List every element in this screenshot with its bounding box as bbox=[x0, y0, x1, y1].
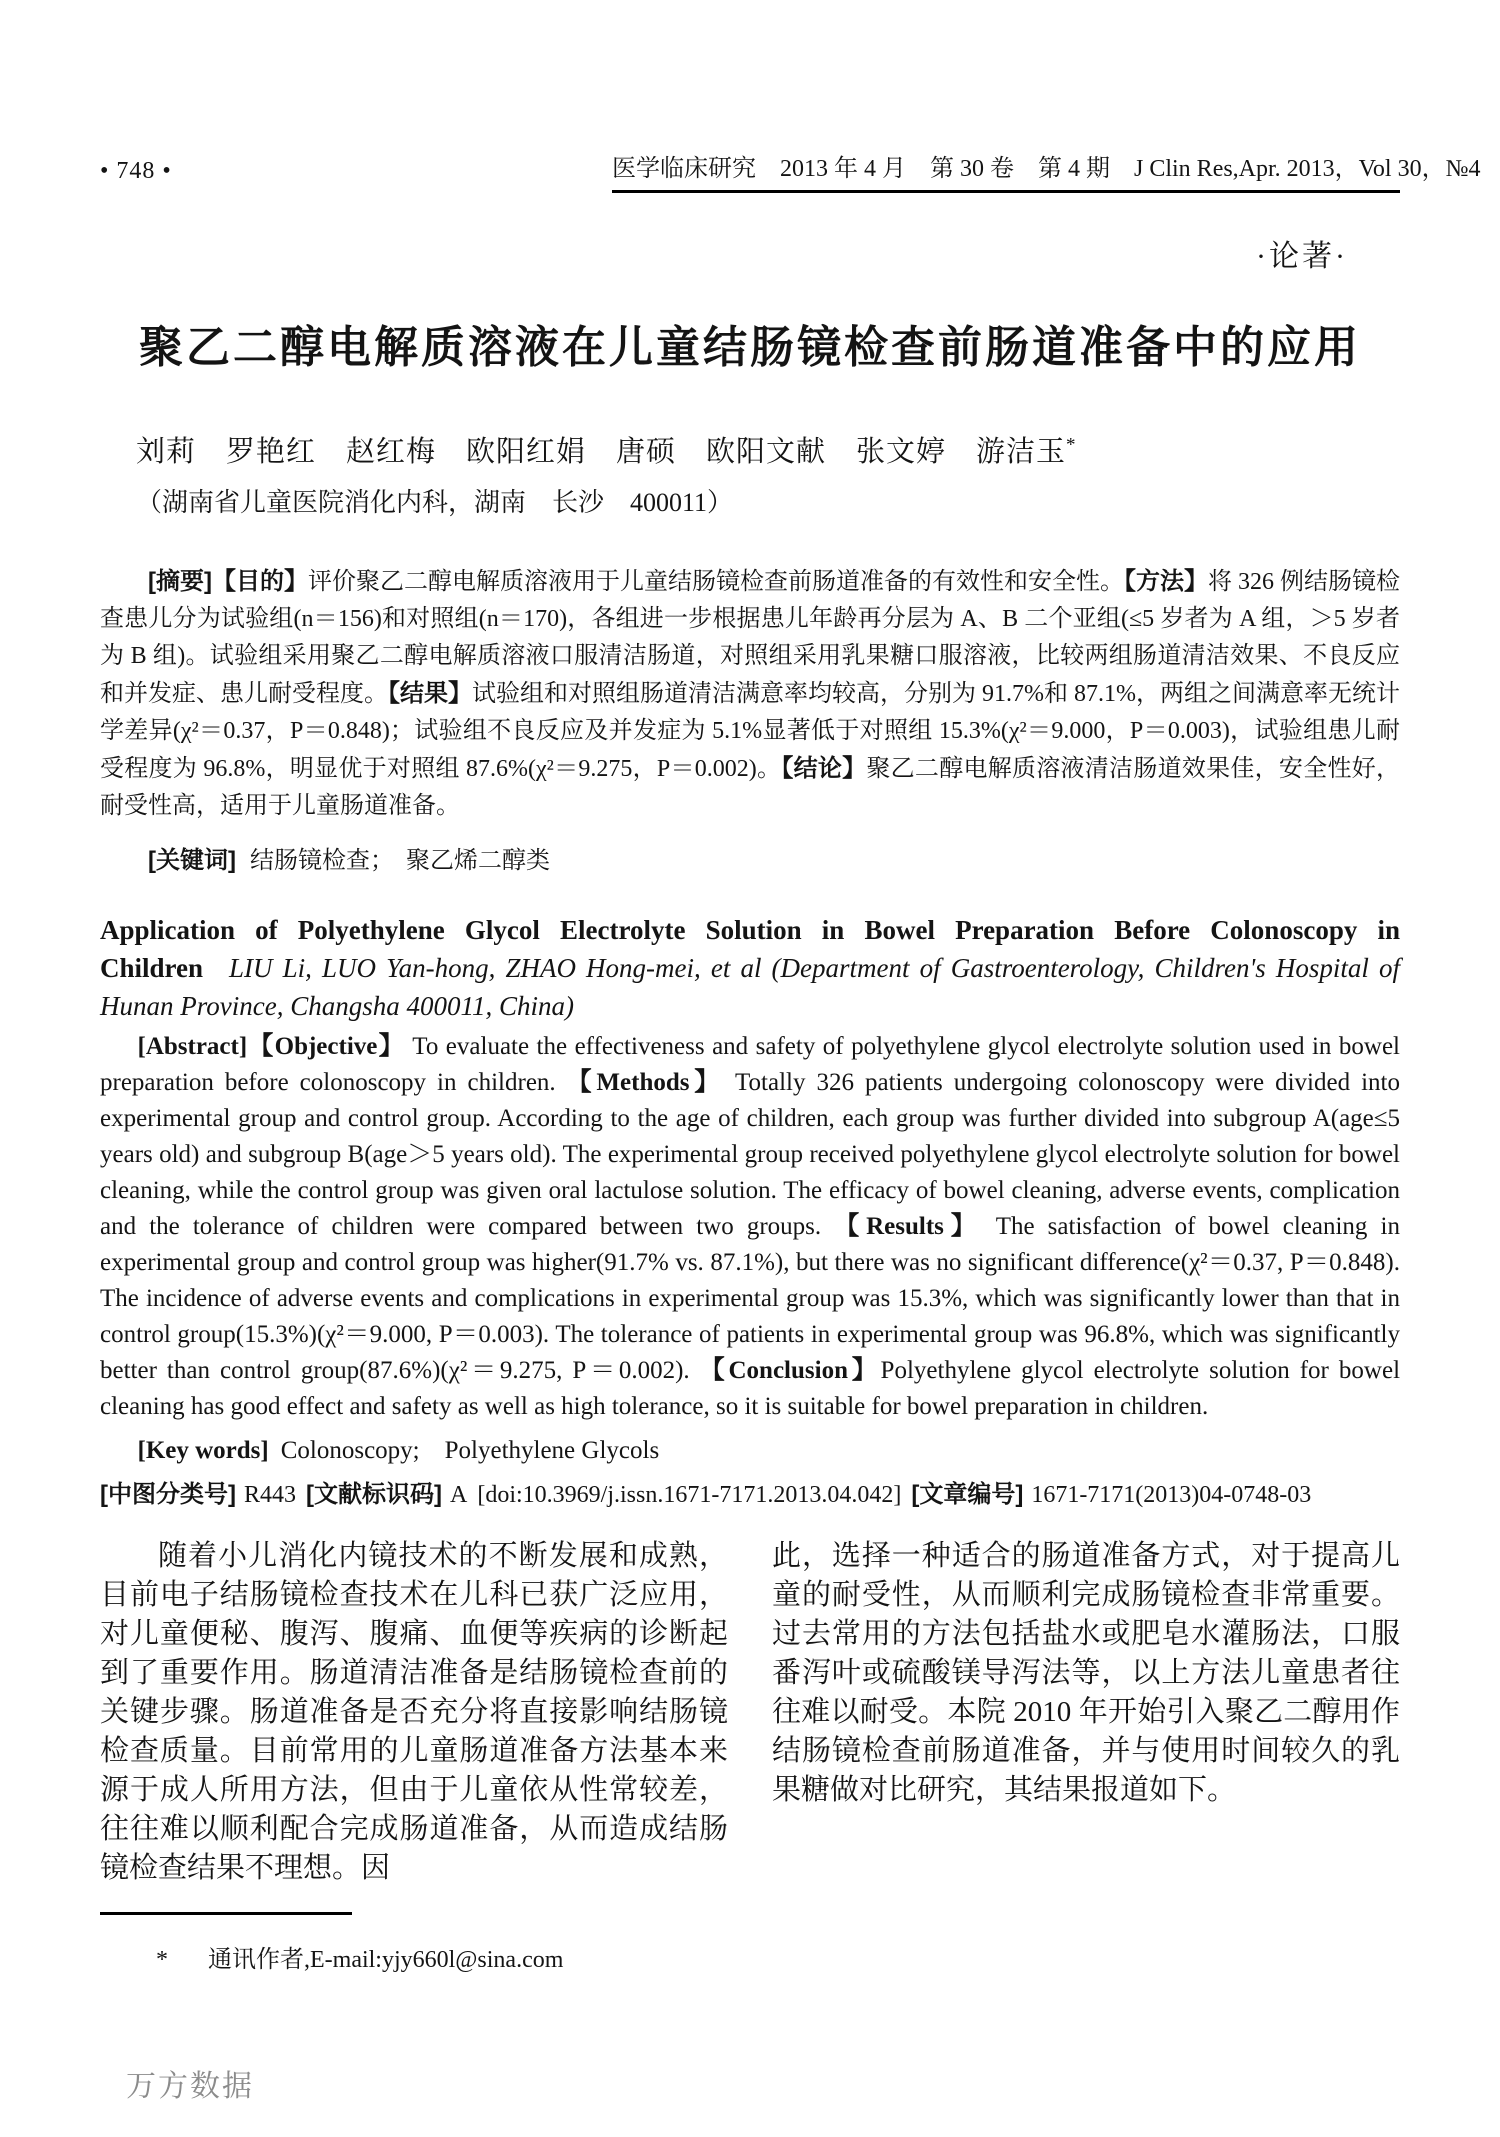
english-title-paragraph bbox=[100, 911, 1400, 1025]
page-content bbox=[0, 148, 1500, 1980]
classification-line bbox=[100, 1474, 1400, 1509]
corresponding-author-footnote bbox=[100, 1941, 728, 1980]
corresponding-author-star: * bbox=[1066, 434, 1077, 456]
keywords-cn-label: [关键词] bbox=[148, 847, 236, 874]
abstract-cn-conclusion-label: 【结论】 bbox=[781, 755, 867, 782]
abstract-cn-objective-text: 评价聚乙二醇电解质溶液用于儿童结肠镜检查前肠道准备的有效性和安全性。 bbox=[308, 569, 1125, 595]
doc-code-value: A bbox=[449, 1482, 468, 1508]
article-type-label: ·论著· bbox=[1256, 240, 1348, 273]
abstract-en-conclusion-text: Polyethylene glycol electrolyte solution for bowel cleaning has good effect and safety as well as high tolerance, so it is suitable for bowel preparation in children. bbox=[100, 1357, 1401, 1420]
running-head bbox=[100, 148, 1481, 193]
abstract-cn-label: [摘要] bbox=[148, 568, 212, 595]
clc-value: R443 bbox=[243, 1482, 296, 1508]
keywords-en-text: Colonoscopy; Polyethylene Glycols bbox=[280, 1437, 660, 1464]
article-id-value: 1671-7171(2013)04-0748-03 bbox=[1031, 1482, 1312, 1508]
wanfang-watermark: 万方数据 bbox=[126, 2070, 254, 2103]
abstract-en-conclusion-label: 【Conclusion】 bbox=[699, 1357, 881, 1384]
article-id-label: [文章编号] bbox=[911, 1481, 1024, 1508]
abstract-en-objective-text: To evaluate the effectiveness and safety of polyethylene glycol electrolyte solution used in bowel preparation before colonoscopy in children. bbox=[100, 1033, 1400, 1096]
page-number: • 748 • bbox=[100, 158, 172, 184]
abstract-chinese bbox=[100, 563, 1400, 825]
abstract-cn-results-label: 【结果】 bbox=[388, 680, 473, 707]
abstract-en-methods-label: 【Methods】 bbox=[566, 1069, 724, 1096]
body-paragraph-right: 此，选择一种适合的肠道准备方式，对于提高儿童的耐受性，从而顺利完成肠镜检查非常重要。过去常用的方法包括盐水或肥皂水灌肠法，口服番泻叶或硫酸镁导泻法等，以上方法儿童患者往往难以耐受。本院 2010 年开始引入聚乙二醇用作结肠镜检查前肠道准备，并与使用时间较久的乳果糖做对比研究，其结果报道如下。 bbox=[772, 1540, 1400, 1806]
keywords-chinese bbox=[100, 840, 1400, 875]
doi-text: [doi:10.3969/j.issn.1671-7171.2013.04.042] bbox=[477, 1482, 902, 1508]
abstract-english bbox=[100, 1029, 1400, 1425]
abstract-cn-methods-label: 【方法】 bbox=[1124, 568, 1209, 595]
body-paragraph-left: 随着小儿消化内镜技术的不断发展和成熟，目前电子结肠镜检查技术在儿科已获广泛应用，对儿童便秘、腹泻、腹痛、血便等疾病的诊断起到了重要作用。肠道清洁准备是结肠镜检查前的关键步骤。肠道准备是否充分将直接影响结肠镜检查质量。目前常用的儿童肠道准备方法基本来源于成人所用方法，但由于儿童依从性常较差，往往难以顺利配合完成肠道准备，从而造成结肠镜检查结果不理想。因 bbox=[100, 1540, 728, 1884]
english-authors: LIU Li, LUO Yan-hong, ZHAO Hong-mei, et al (Department of Gastroenterology, Children's Hospital of Hunan Province, Changsha 400011, China) bbox=[100, 953, 1400, 1021]
english-title: Application of Polyethylene Glycol Electrolyte Solution in Bowel Preparation Before Colonoscopy in Children bbox=[100, 915, 1400, 983]
abstract-en-methods-text: Totally 326 patients undergoing colonoscopy were divided into experimental group and control group. According to the age of children, each group was further divided into subgroup A(age≤5 years old) and subgroup B(age＞5 years old). The experimental group received polyethylene glycol electrolyte solution for bowel cleaning, while the control group was given oral lactulose solution. The efficacy of bowel cleaning, adverse events, complication and the tolerance of children were compared between two groups. bbox=[100, 1069, 1400, 1240]
english-section bbox=[100, 911, 1400, 1509]
abstract-cn-results-text: 试验组和对照组肠道清洁满意率均较高，分别为 91.7%和 87.1%，两组之间满意率无统计学差异(χ²＝0.37，P＝0.848)；试验组不良反应及并发症为 5.1%显著低于对照组 15.3%(χ²＝9.000，P＝0.003)，试验组患儿耐受程度为 96.8%，明显优于对照组 87.6%(χ²＝9.275，P＝0.002)。 bbox=[100, 681, 1401, 782]
abstract-en-objective-label: 【Objective】 bbox=[247, 1033, 405, 1060]
footnote-star: * bbox=[156, 1947, 168, 1973]
keywords-en-label: [Key words] bbox=[137, 1437, 269, 1464]
abstract-cn-conclusion-text: 聚乙二醇电解质溶液清洁肠道效果佳，安全性好，耐受性高，适用于儿童肠道准备。 bbox=[100, 756, 1401, 819]
author-names: 刘莉 罗艳红 赵红梅 欧阳红娟 唐硕 欧阳文献 张文婷 游洁玉 bbox=[136, 436, 1067, 468]
body-columns bbox=[100, 1537, 1400, 1980]
abstract-cn-methods-text: 将 326 例结肠镜检查患儿分为试验组(n＝156)和对照组(n＝170)，各组进一步根据患儿年龄再分层为 A、B 二个亚组(≤5 岁者为 A 组，＞5 岁者为 B 组)。试验组采用聚乙二醇电解质溶液口服清洁肠道，对照组采用乳果糖口服溶液，比较两组肠道清洁效果、不良反应和并发症、患儿耐受程度。 bbox=[100, 569, 1401, 707]
abstract-en-label: [Abstract] bbox=[137, 1033, 248, 1060]
doc-code-label: [文献标识码] bbox=[306, 1481, 442, 1508]
abstract-cn-objective-label: 【目的】 bbox=[212, 568, 309, 595]
footnote-text: 通讯作者,E-mail:yjy660l@sina.com bbox=[208, 1947, 564, 1973]
abstract-en-results-label: 【Results】 bbox=[834, 1213, 983, 1240]
left-column bbox=[100, 1537, 728, 1980]
journal-header-line: 医学临床研究 2013 年 4 月 第 30 卷 第 4 期 J Clin Res,Apr. 2013，Vol 30，№4 bbox=[612, 148, 1400, 193]
clc-label: [中图分类号] bbox=[100, 1481, 236, 1508]
authors-line bbox=[100, 429, 1400, 470]
right-column bbox=[772, 1537, 1400, 1980]
affiliation-line: （湖南省儿童医院消化内科，湖南 长沙 400011） bbox=[136, 488, 734, 517]
abstract-en-results-text: The satisfaction of bowel cleaning in experimental group and control group was higher(91.7% vs. 87.1%), but there was no significant difference(χ²＝0.37, P＝0.848). The incidence of adverse events and complications in experimental group was 15.3%, which was significantly lower than that in control group(15.3%)(χ²＝9.000, P＝0.003). The tolerance of patients in experimental group was 96.8%, which was significantly better than control group(87.6%)(χ²＝9.275, P＝0.002). bbox=[100, 1213, 1400, 1384]
keywords-english bbox=[100, 1430, 1400, 1466]
keywords-cn-text: 结肠镜检查； 聚乙烯二醇类 bbox=[249, 848, 550, 874]
footnote-divider bbox=[100, 1912, 352, 1915]
article-title: 聚乙二醇电解质溶液在儿童结肠镜检查前肠道准备中的应用 bbox=[139, 323, 1361, 372]
